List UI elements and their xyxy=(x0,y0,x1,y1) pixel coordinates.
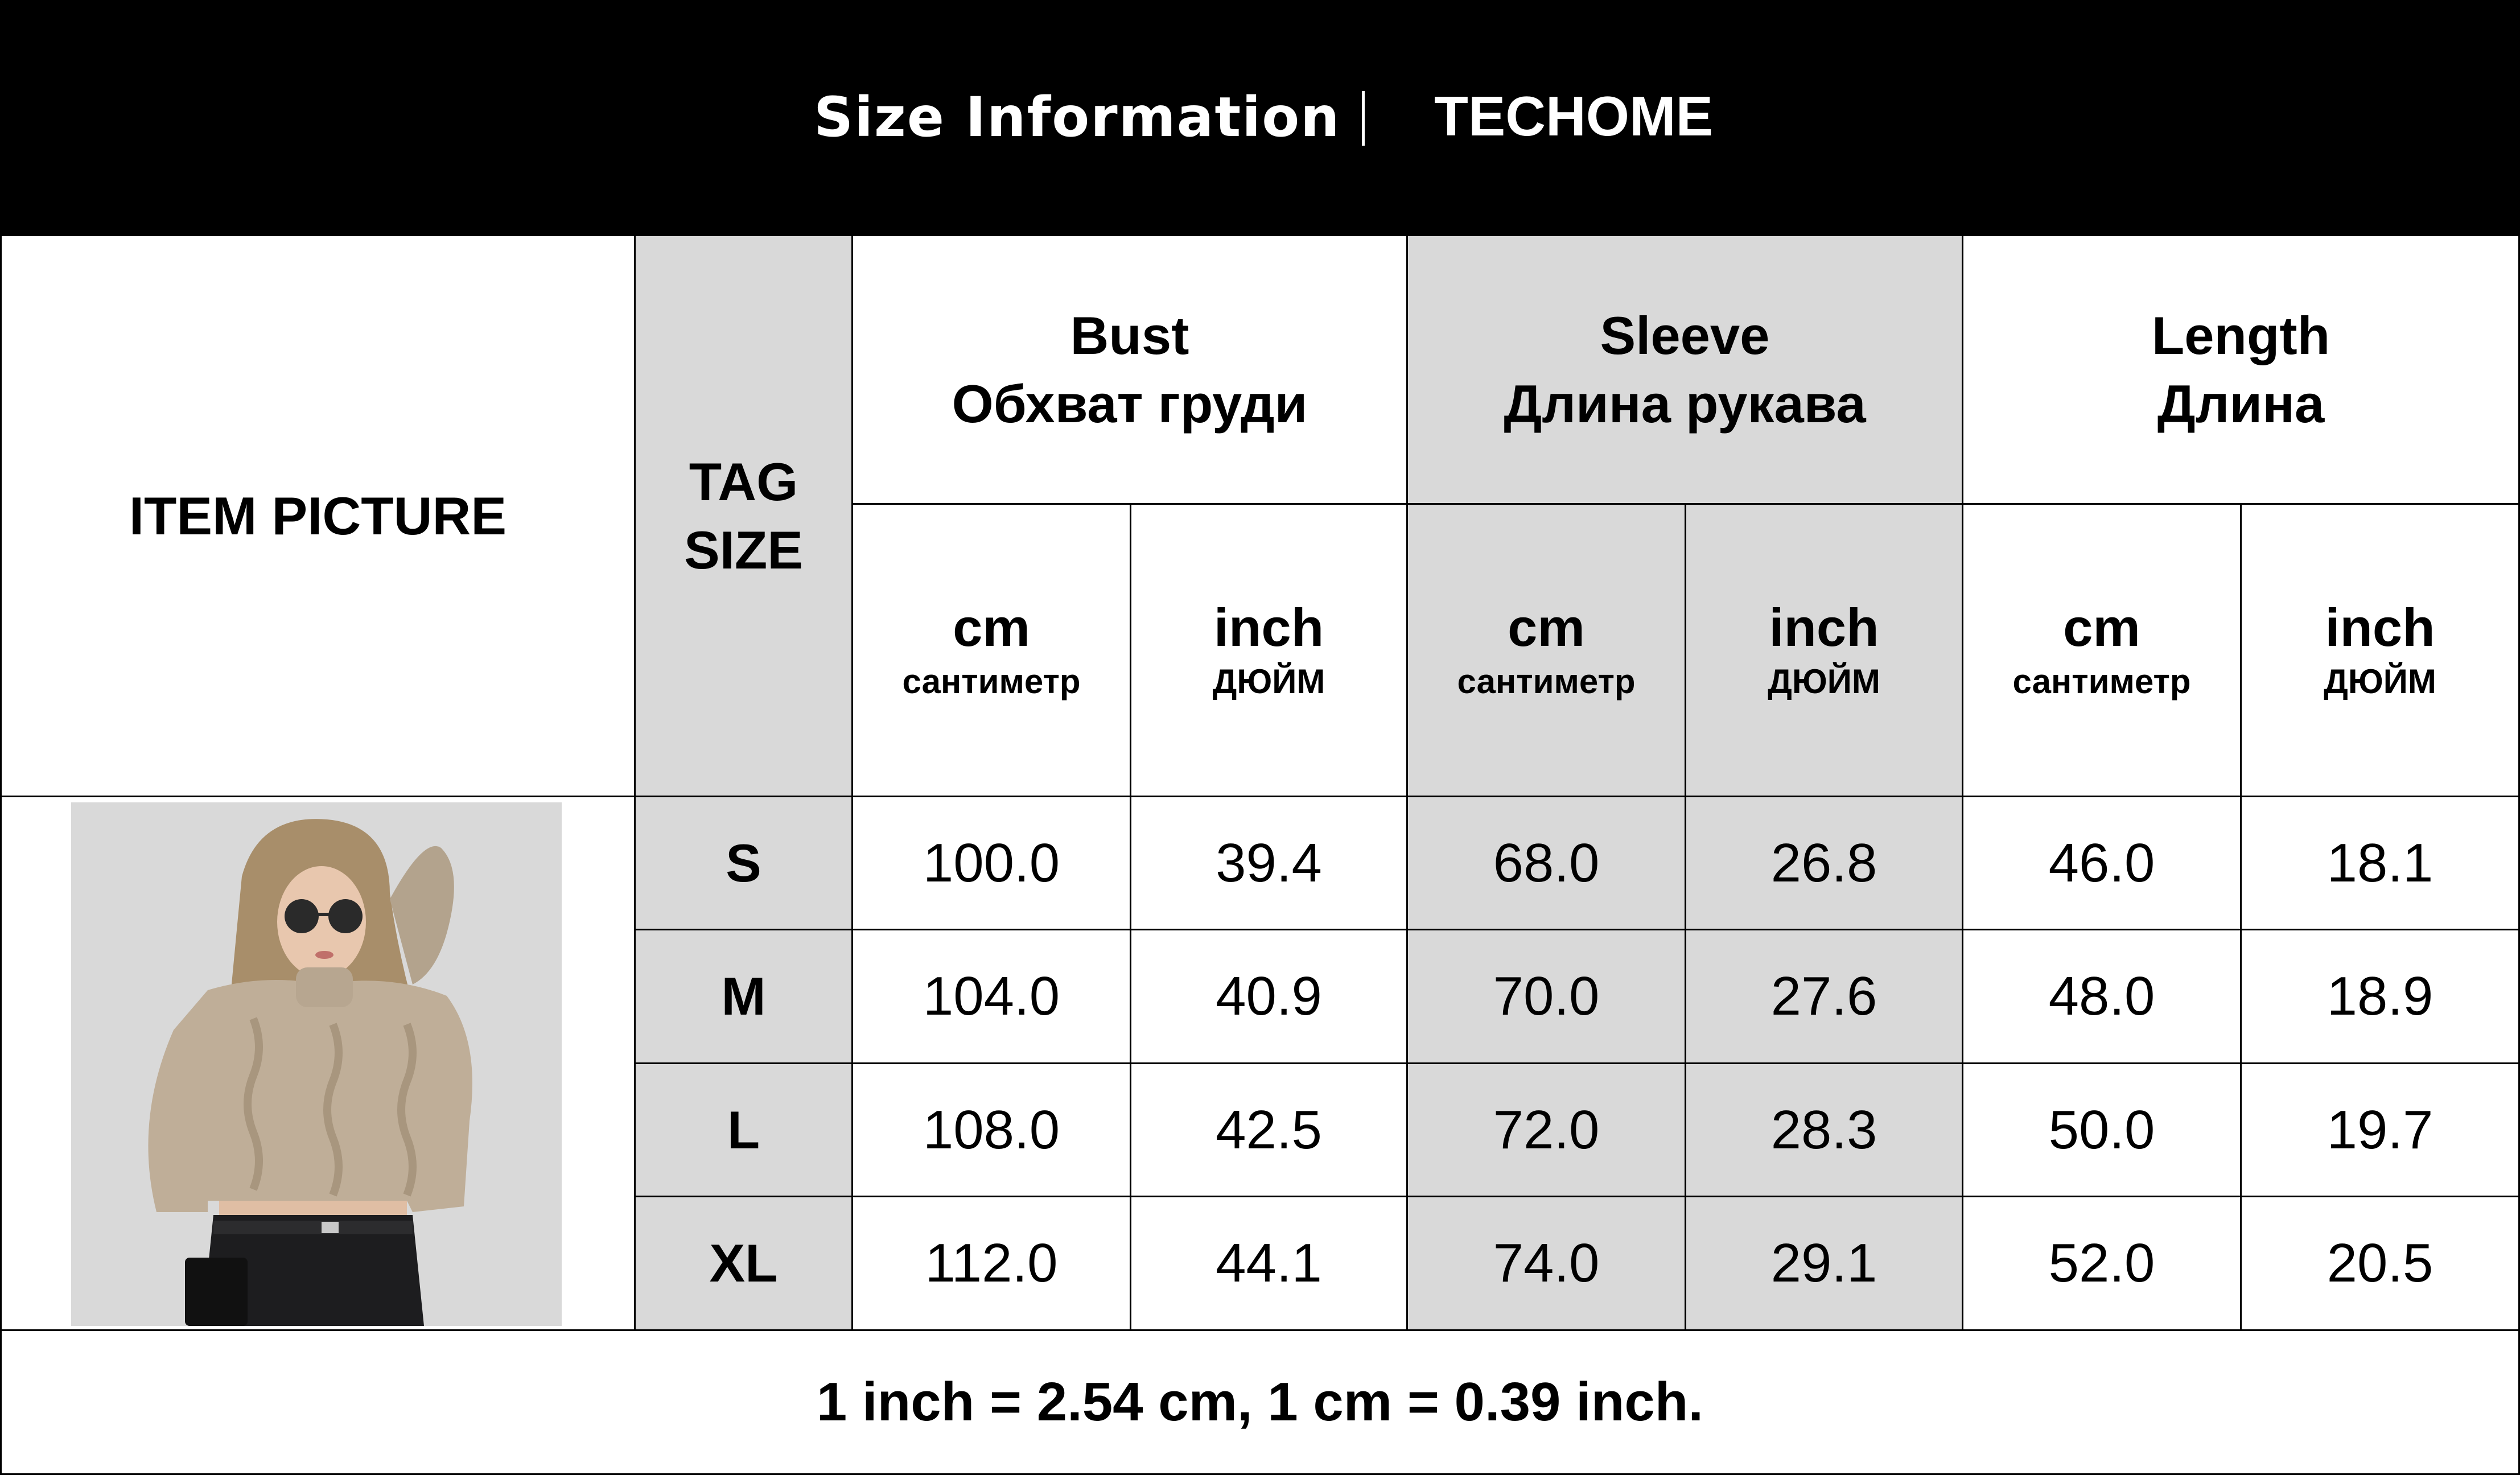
bust-cm-value: 112.0 xyxy=(925,1233,1058,1293)
unit-header-bust-cm xyxy=(851,503,1131,797)
bust-inch-value: 42.5 xyxy=(1216,1099,1322,1160)
unit-inch-ru: ДЮЙМ xyxy=(1212,662,1325,701)
unit-header-length-cm xyxy=(1962,503,2242,797)
unit-cm-ru: сантиметр xyxy=(2012,662,2191,701)
value-cell xyxy=(1685,929,1963,1064)
unit-cm-ru: сантиметр xyxy=(1457,662,1636,701)
group-header-length xyxy=(1962,234,2520,505)
sleeve-inch-value: 26.8 xyxy=(1770,832,1877,893)
group-bust-ru: Обхват груди xyxy=(952,373,1308,434)
sleeve-cm-value: 68.0 xyxy=(1493,832,1600,893)
unit-inch: inch xyxy=(1769,597,1879,657)
unit-header-bust-inch xyxy=(1130,503,1408,797)
sleeve-inch-value: 27.6 xyxy=(1770,966,1877,1027)
value-cell xyxy=(1962,1062,2242,1197)
page-title: Size Information xyxy=(814,85,1341,149)
sleeve-inch-value: 28.3 xyxy=(1770,1099,1877,1160)
value-cell xyxy=(851,796,1131,930)
group-bust-en: Bust xyxy=(1070,306,1189,366)
value-cell xyxy=(2240,1196,2520,1331)
value-cell xyxy=(851,1196,1131,1331)
value-cell xyxy=(851,1062,1131,1197)
length-inch-value: 20.5 xyxy=(2327,1233,2433,1293)
item-picture-header xyxy=(0,234,636,797)
sleeve-cm-value: 70.0 xyxy=(1493,966,1600,1027)
length-cm-value: 48.0 xyxy=(2048,966,2155,1027)
group-sleeve-en: Sleeve xyxy=(1600,306,1770,366)
unit-cm: cm xyxy=(1508,597,1585,657)
length-cm-value: 52.0 xyxy=(2048,1233,2155,1293)
bust-cm-value: 100.0 xyxy=(923,832,1060,893)
unit-inch: inch xyxy=(1213,597,1324,657)
value-cell xyxy=(1130,1062,1408,1197)
value-cell xyxy=(1962,796,2242,930)
unit-header-length-inch xyxy=(2240,503,2520,797)
value-cell xyxy=(2240,796,2520,930)
size-cell xyxy=(634,929,853,1064)
conversion-footer xyxy=(0,1329,2520,1475)
bust-cm-value: 104.0 xyxy=(923,966,1060,1027)
bust-inch-value: 39.4 xyxy=(1216,832,1322,893)
group-header-sleeve xyxy=(1406,234,1963,505)
unit-inch: inch xyxy=(2325,597,2435,657)
size-label: S xyxy=(726,833,761,893)
group-header-bust xyxy=(851,234,1408,505)
size-label: M xyxy=(721,966,766,1026)
brand-name: TECHOME xyxy=(1434,85,1713,147)
value-cell xyxy=(1130,1196,1408,1331)
tag-size-header xyxy=(634,234,853,797)
item-picture-label: ITEM PICTURE xyxy=(129,485,507,546)
value-cell xyxy=(1406,929,1686,1064)
tag-size-label: TAG SIZE xyxy=(684,452,803,580)
sleeve-cm-value: 74.0 xyxy=(1493,1233,1600,1293)
unit-inch-ru: ДЮЙМ xyxy=(2324,662,2436,701)
value-cell xyxy=(1130,796,1408,930)
sleeve-inch-value: 29.1 xyxy=(1770,1233,1877,1293)
product-photo xyxy=(71,802,562,1326)
size-cell xyxy=(634,796,853,930)
size-cell xyxy=(634,1062,853,1197)
value-cell xyxy=(1685,1062,1963,1197)
value-cell xyxy=(2240,1062,2520,1197)
value-cell xyxy=(1962,929,2242,1064)
length-inch-value: 19.7 xyxy=(2327,1099,2433,1160)
value-cell xyxy=(1685,796,1963,930)
size-label: XL xyxy=(709,1233,778,1293)
value-cell xyxy=(1685,1196,1963,1331)
value-cell xyxy=(1962,1196,2242,1331)
length-inch-value: 18.1 xyxy=(2327,832,2433,893)
value-cell xyxy=(1406,1062,1686,1197)
size-cell xyxy=(634,1196,853,1331)
length-cm-value: 46.0 xyxy=(2048,832,2155,893)
unit-cm: cm xyxy=(953,597,1030,657)
value-cell xyxy=(851,929,1131,1064)
value-cell xyxy=(2240,929,2520,1064)
value-cell xyxy=(1130,929,1408,1064)
unit-header-sleeve-cm xyxy=(1406,503,1686,797)
group-length-ru: Длина xyxy=(2157,373,2325,434)
length-inch-value: 18.9 xyxy=(2327,966,2433,1027)
product-photo-illustration xyxy=(71,802,562,1326)
length-cm-value: 50.0 xyxy=(2048,1099,2155,1160)
unit-cm: cm xyxy=(2063,597,2140,657)
unit-header-sleeve-inch xyxy=(1685,503,1963,797)
bust-cm-value: 108.0 xyxy=(923,1099,1060,1160)
size-label: L xyxy=(727,1099,760,1160)
conversion-note: 1 inch = 2.54 cm, 1 cm = 0.39 inch. xyxy=(816,1371,1704,1432)
sleeve-cm-value: 72.0 xyxy=(1493,1099,1600,1160)
value-cell xyxy=(1406,796,1686,930)
unit-cm-ru: сантиметр xyxy=(902,662,1081,701)
bust-inch-value: 44.1 xyxy=(1216,1233,1322,1293)
value-cell xyxy=(1406,1196,1686,1331)
bust-inch-value: 40.9 xyxy=(1216,966,1322,1027)
unit-inch-ru: ДЮЙМ xyxy=(1768,662,1880,701)
group-sleeve-ru: Длина рукава xyxy=(1504,373,1866,434)
group-length-en: Length xyxy=(2151,306,2330,366)
